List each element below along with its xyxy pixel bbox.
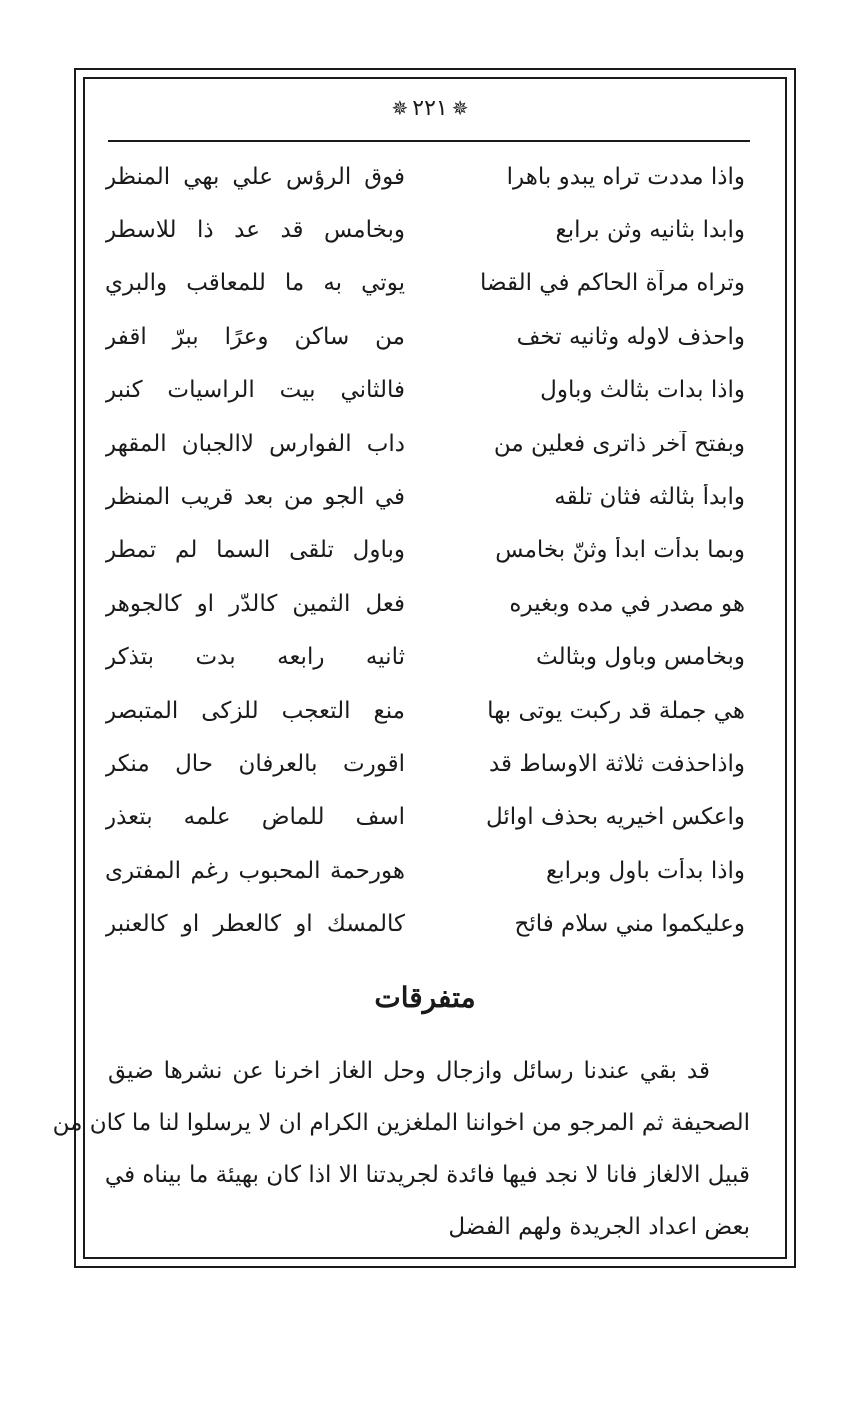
star-ornament-icon: ✵ xyxy=(391,96,409,120)
verse-line xyxy=(105,897,745,950)
section-title: متفرقات xyxy=(374,981,476,1014)
star-ornament-icon: ✵ xyxy=(451,96,469,120)
verse-line xyxy=(105,844,745,897)
verse-first-hemistich: وابدا بثانيه وثن برابع xyxy=(555,217,745,244)
verse-second-hemistich: وبخامس قد عد ذا للاسطر xyxy=(105,217,405,244)
verse-first-hemistich: وابدأ بثالثه فثان تلقه xyxy=(554,484,745,511)
verse-first-hemistich: وبخامس وباول وبثالث xyxy=(535,644,745,671)
verse-second-hemistich: من ساكن وعرًا ببرّ اقفر xyxy=(105,323,405,350)
section-body xyxy=(52,1045,750,1253)
body-line: قد بقي عندنا رسائل وازجال وحل الغاز اخرنا عن نشرها ضيق xyxy=(108,1058,710,1084)
verse-second-hemistich: اسف للماض علمه بتعذر xyxy=(105,804,405,831)
page-header xyxy=(110,90,750,142)
verse-first-hemistich: واذا مددت تراه يبدو باهرا xyxy=(506,163,745,190)
verse-line xyxy=(105,470,745,523)
header-divider xyxy=(108,140,750,142)
verse-line xyxy=(105,791,745,844)
verse-line xyxy=(105,150,745,203)
verse-line xyxy=(105,257,745,310)
verse-second-hemistich: فعل الثمين كالدّر او كالجوهر xyxy=(105,590,405,617)
verse-second-hemistich: يوتي به ما للمعاقب والبري xyxy=(105,270,405,297)
verse-second-hemistich: منع التعجب للزكى المتبصر xyxy=(105,697,405,724)
verse-line xyxy=(105,417,745,470)
verse-second-hemistich: اقورت بالعرفان حال منكر xyxy=(105,750,405,777)
verse-second-hemistich: داب الفوارس لاالجبان المقهر xyxy=(105,430,405,457)
verse-first-hemistich: واعكس اخيريه بحذف اوائل xyxy=(485,804,745,831)
body-line: بعض اعداد الجريدة ولهم الفضل xyxy=(448,1214,750,1240)
verse-line xyxy=(105,737,745,790)
body-line: الصحيفة ثم المرجو من اخواننا الملغزين الكرام ان لا يرسلوا لنا ما كان من xyxy=(52,1110,750,1136)
verse-line xyxy=(105,524,745,577)
verse-first-hemistich: وبفتح آخر ذاترى فعلين من xyxy=(493,430,745,457)
verse-first-hemistich: وعليكموا مني سلام فائح xyxy=(514,911,745,938)
verse-second-hemistich: وباول تلقى السما لم تمطر xyxy=(105,537,405,564)
verse-second-hemistich: في الجو من بعد قريب المنظر xyxy=(105,484,405,511)
verse-first-hemistich: واذا بدات بثالث وباول xyxy=(540,377,745,404)
verse-line xyxy=(105,684,745,737)
body-line: قبيل الالغاز فانا لا نجد فيها فائدة لجريدتنا الا اذا كان بهيئة ما بيناه في xyxy=(104,1162,750,1188)
poem xyxy=(105,150,745,951)
verse-line xyxy=(105,577,745,630)
verse-first-hemistich: واذا بدأت باول وبرابع xyxy=(545,857,745,884)
verse-first-hemistich: وتراه مرآة الحاكم في القضا xyxy=(480,270,745,297)
verse-line xyxy=(105,203,745,256)
verse-first-hemistich: واذاحذفت ثلاثة الاوساط قد xyxy=(488,750,745,777)
verse-second-hemistich: فوق الرؤس علي بهي المنظر xyxy=(105,163,405,190)
verse-first-hemistich: هي جملة قد ركبت يوتى بها xyxy=(487,697,745,724)
verse-second-hemistich: هورحمة المحبوب رغم المفترى xyxy=(105,857,405,884)
verse-line xyxy=(105,631,745,684)
verse-second-hemistich: كالمسك او كالعطر او كالعنبر xyxy=(105,911,405,938)
verse-second-hemistich: ثانيه رابعه بدت بتذكر xyxy=(105,644,405,671)
page-number: ٢٢١ xyxy=(412,96,448,121)
verse-first-hemistich: وبما بدأت ابدأ وثنّ بخامس xyxy=(495,537,745,564)
verse-line xyxy=(105,310,745,363)
verse-first-hemistich: واحذف لاوله وثانيه تخف xyxy=(516,323,745,350)
verse-second-hemistich: فالثاني بيت الراسيات كنبر xyxy=(105,377,405,404)
verse-line xyxy=(105,364,745,417)
verse-first-hemistich: هو مصدر في مده وبغيره xyxy=(509,590,745,617)
